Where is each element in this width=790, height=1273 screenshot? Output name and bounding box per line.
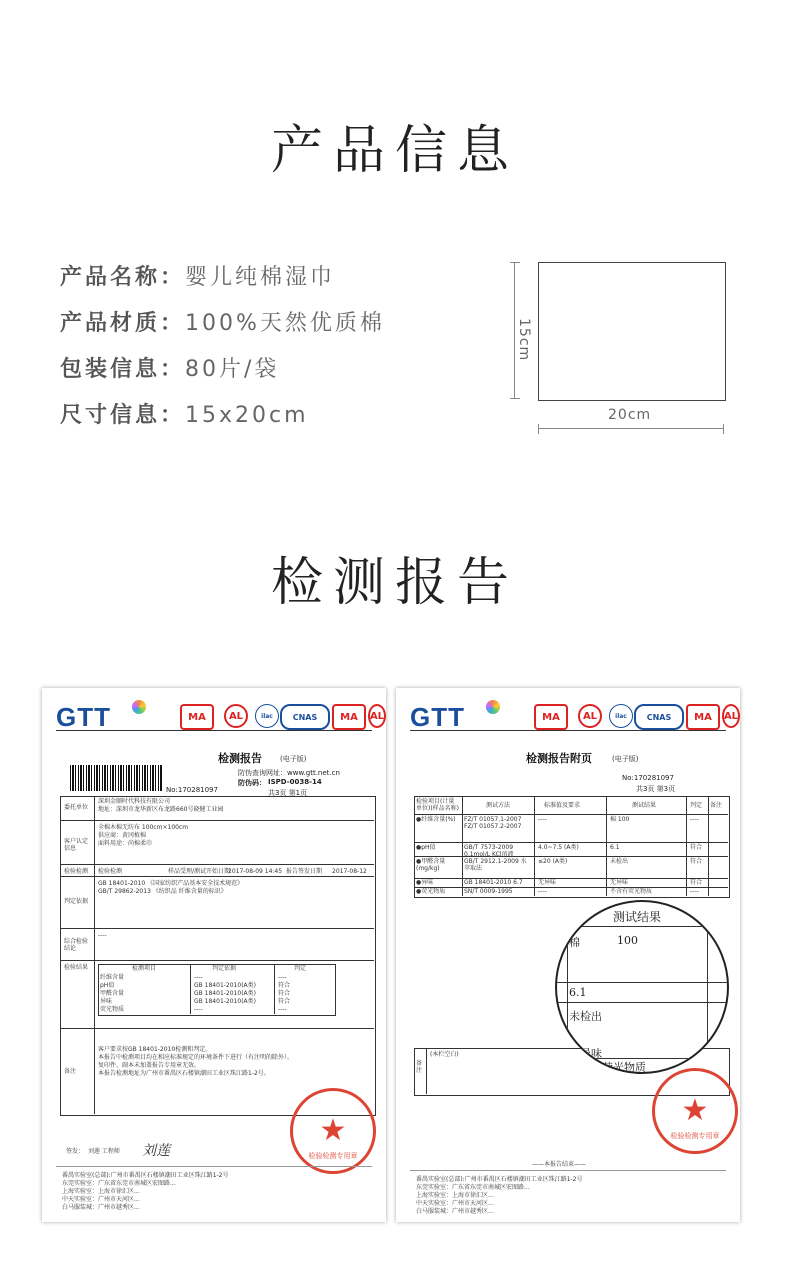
remark-line: 本报告检测地址为广州市番禺区石楼镇潮田工业区珠江路1-2号。	[98, 1070, 270, 1077]
mag-item: 6.1	[569, 986, 587, 999]
table-row-line	[60, 876, 374, 877]
footer-line: 白马服装城：广州市越秀区...	[416, 1208, 494, 1215]
footer-line: 中天实验室：广州市天河区...	[62, 1196, 140, 1203]
appendix-cell: ●荧光物质	[416, 888, 446, 895]
appendix-cell: 棉 100	[610, 816, 630, 823]
info-key: 产品材质：	[60, 311, 186, 336]
results-col-line	[274, 964, 275, 1014]
basis-label: 判定依据	[64, 898, 89, 905]
footer-line: 番禺实验室(总部):广州市番禺区石楼镇潮田工业区珠江路1-2号	[416, 1176, 583, 1183]
sample-date: 2017-08-09 14:45	[228, 868, 283, 875]
info-key: 尺寸信息：	[60, 403, 186, 428]
table-row-line	[414, 887, 728, 888]
results-cell: 符合	[278, 982, 291, 989]
results-header: 判定	[294, 965, 307, 972]
results-header: 判定依据	[212, 965, 237, 972]
cnas-badge-icon: CNAS	[634, 704, 684, 730]
mag-item: 无异味	[569, 1047, 602, 1060]
appendix-cell: 符合	[690, 844, 703, 851]
stamp-text: 检验检测专用章	[670, 1132, 720, 1140]
appendix-cell: ----	[538, 888, 547, 895]
appendix-cell: ●异味	[416, 879, 434, 886]
mag-item: 棉	[569, 936, 580, 949]
footer-rule	[410, 1170, 726, 1171]
appendix-cell: ●pH值	[416, 844, 436, 851]
conclusion-value: ----	[98, 932, 107, 939]
info-value: 婴儿纯棉湿巾	[185, 265, 336, 290]
table-col-line	[462, 796, 463, 896]
client-address: 地址：深圳市龙华新区布龙路660号晓健工业园	[98, 806, 224, 813]
report-subtitle: (电子版)	[280, 755, 307, 763]
table-row-line	[60, 1028, 374, 1029]
mag-item: 未检出	[569, 1010, 602, 1023]
appendix-cell: 无异味	[538, 879, 557, 886]
results-cell: 纤维含量	[100, 974, 125, 981]
cma-badge-2-icon: MA	[686, 704, 720, 730]
appendix-header: 测试方法	[486, 802, 511, 809]
appendix-cell: 符合	[690, 858, 703, 865]
footer-line: 中天实验室：广州市天河区...	[416, 1200, 494, 1207]
info-value: 15x20cm	[185, 403, 309, 428]
size-diagram-box	[538, 262, 726, 401]
appendix-cell: ●纤维含量(%)	[416, 816, 456, 823]
appendix-cell: ----	[538, 816, 547, 823]
table-row-line	[60, 820, 374, 821]
query-url: 防伪查询网址：www.gtt.net.cn	[238, 769, 340, 777]
client-label: 委托单位	[64, 804, 89, 811]
report-number: No:170281097	[622, 774, 674, 782]
appendix-cell: ----	[690, 816, 699, 823]
remark-col-line	[426, 1048, 427, 1094]
sample-type: 检验检测	[98, 868, 123, 875]
barcode-icon	[70, 765, 162, 791]
stamp-star-icon: ★	[681, 1093, 709, 1128]
mag-line	[567, 902, 568, 1072]
ilac-badge-icon: ilac	[609, 704, 633, 728]
basis-line: GB/T 29862-2013 《纺织品 纤维含量的标识》	[98, 888, 227, 895]
results-cell: ----	[194, 974, 203, 981]
footer-line: 番禺实验室(总部):广州市番禺区石楼镇潮田工业区珠江路1-2号	[62, 1172, 229, 1179]
remark-label: 备注	[64, 1068, 77, 1075]
footer-rule	[56, 1166, 372, 1167]
footer-line: 上海实验室：上海市徐汇区...	[62, 1188, 140, 1195]
ilac-badge-icon: ilac	[255, 704, 279, 728]
sign-label: 签发：	[66, 1148, 85, 1155]
appendix-cell: 无异味	[610, 879, 629, 886]
code-label: 防伪码：	[238, 779, 266, 787]
info-row-name	[60, 260, 335, 291]
table-row-line	[414, 878, 728, 879]
customer-line: 面料用途：尚棉柔巾	[98, 840, 153, 847]
results-label: 检验结果	[64, 964, 89, 971]
cal-badge-icon: AL	[224, 704, 248, 728]
appendix-cell: GB/T 2912.1-2009 水萃取法	[464, 858, 527, 873]
gtt-logo-mark-icon	[486, 700, 500, 714]
results-cell: 符合	[278, 990, 291, 997]
product-section-title: 产品信息	[270, 121, 519, 181]
mag-line	[557, 926, 727, 927]
appendix-cell: 符合	[690, 879, 703, 886]
customer-line: 全棉木棉无纺布 100cm×100cm	[98, 824, 189, 831]
report-date: 2017-08-12	[332, 868, 367, 875]
table-row-line	[414, 856, 728, 857]
appendix-cell: ≤20 (A类)	[538, 858, 568, 865]
results-cell: GB 18401-2010(A类)	[194, 982, 256, 989]
appendix-header: 备注	[710, 802, 723, 809]
page-info: 共3页 第3页	[636, 785, 676, 793]
report-title: 检测报告	[218, 752, 262, 765]
sample-label: 检验检测	[64, 868, 89, 875]
mag-item: 100	[617, 934, 638, 947]
appendix-cell: 4.0~7.5 (A类)	[538, 844, 579, 851]
stamp-text: 检验检测专用章	[308, 1152, 358, 1160]
remark-line: 客户要求按GB 18401-2010检测和判定。	[98, 1046, 212, 1053]
appendix-header: 标准值及要求	[544, 802, 581, 809]
appendix-cell: 6.1	[610, 844, 620, 851]
table-col-line	[606, 796, 607, 896]
cal-badge-2-icon: AL	[722, 704, 740, 728]
appendix-cell: ----	[690, 888, 699, 895]
footer-line: 东莞实验室：广东省东莞市南城区宏图路...	[62, 1180, 176, 1187]
gtt-logo: GTT	[410, 702, 465, 732]
appendix-subtitle: (电子版)	[612, 755, 639, 763]
table-row-line	[60, 960, 374, 961]
cma-badge-icon: MA	[180, 704, 214, 730]
client-value: 深圳金顺时代科技有限公司	[98, 798, 171, 805]
report-section-title: 检测报告	[270, 553, 519, 613]
remark-line: 本报告中检测项目均在相应标准规定的环境条件下进行（有注明的除外）。	[98, 1054, 294, 1061]
sample-date-label: 样品受理/测试开始日期	[168, 868, 231, 875]
report-number: No:170281097	[166, 786, 218, 794]
customer-line: 供应商：黄冈植棉	[98, 832, 147, 839]
results-cell: ----	[278, 974, 287, 981]
appendix-cell: 未检出	[610, 858, 629, 865]
width-dimension-label: 20cm	[608, 407, 652, 423]
magnifier-zoom	[555, 900, 729, 1074]
height-dimension-line	[514, 262, 515, 399]
results-col-line	[190, 964, 191, 1014]
mag-line	[557, 982, 727, 983]
mag-line	[557, 1002, 727, 1003]
info-key: 包装信息：	[60, 357, 186, 382]
results-cell: pH值	[100, 982, 115, 989]
table-row-line	[414, 842, 728, 843]
conclusion-label: 综合检验结论	[64, 938, 89, 953]
cal-badge-icon: AL	[578, 704, 602, 728]
mag-line	[707, 902, 708, 1072]
signature: 刘莲	[142, 1143, 170, 1159]
official-stamp	[652, 1068, 738, 1154]
table-row-line	[60, 928, 374, 929]
appendix-cell: GB/T 7573-2009 0.1mol/L KCl溶液	[464, 844, 514, 859]
footer-line: 上海实验室：上海市徐汇区...	[416, 1192, 494, 1199]
appendix-title: 检测报告附页	[526, 752, 592, 765]
appendix-remark-value: (本栏空白)	[430, 1051, 459, 1058]
page-info: 共3页 第1页	[268, 789, 308, 797]
appendix-cell: GB 18401-2010 6.7	[464, 879, 523, 886]
table-col-line	[686, 796, 687, 896]
info-value: 100%天然优质棉	[185, 311, 385, 336]
info-row-package	[60, 352, 279, 383]
appendix-cell: SN/T 0009-1995	[464, 888, 513, 895]
report-end-label: ——本报告结束——	[532, 1161, 587, 1168]
appendix-cell: FZ/T 01057.1-2007 FZ/T 01057.2-2007	[464, 816, 522, 831]
code-value: ISPD-0038-14	[268, 778, 322, 786]
table-row-line	[60, 864, 374, 865]
cal-badge-2-icon: AL	[368, 704, 386, 728]
width-dimension-line	[538, 428, 724, 429]
results-cell: ----	[278, 1006, 287, 1013]
header-rule	[56, 730, 372, 731]
gtt-logo-mark-icon	[132, 700, 146, 714]
table-row-line	[414, 814, 728, 815]
height-dimension-label: 15cm	[516, 318, 532, 362]
appendix-header: 测试结果	[632, 802, 657, 809]
results-cell: 符合	[278, 998, 291, 1005]
cma-badge-2-icon: MA	[332, 704, 366, 730]
results-cell: ----	[194, 1006, 203, 1013]
remark-line: 复印件、副本未加盖报告专用章无效。	[98, 1062, 201, 1069]
cnas-badge-icon: CNAS	[280, 704, 330, 730]
mag-header: 测试结果	[613, 910, 662, 924]
header-rule	[410, 730, 726, 731]
results-cell: 荧光物质	[100, 1006, 125, 1013]
mag-item: 不含有荧光物质	[569, 1061, 646, 1074]
appendix-cell: ●甲醛含量(mg/kg)	[416, 858, 446, 873]
results-cell: 异味	[100, 998, 113, 1005]
results-cell: GB 18401-2010(A类)	[194, 998, 256, 1005]
stamp-star-icon: ★	[319, 1113, 347, 1148]
report-date-label: 报告签发日期	[286, 868, 323, 875]
cma-badge-icon: MA	[534, 704, 568, 730]
results-cell: GB 18401-2010(A类)	[194, 990, 256, 997]
info-value: 80片/袋	[185, 357, 280, 382]
appendix-header: 判定	[690, 802, 703, 809]
appendix-cell: 不含有荧光物质	[610, 888, 653, 895]
footer-line: 白马服装城：广州市越秀区...	[62, 1204, 140, 1211]
basis-line: GB 18401-2010 《国家纺织产品基本安全技术规范》	[98, 880, 244, 887]
appendix-header: 检验项目(计量单位)(样品名称)	[416, 798, 460, 813]
customer-label: 客户认定信息	[64, 838, 89, 853]
official-stamp	[290, 1088, 376, 1174]
info-key: 产品名称：	[60, 265, 186, 290]
info-row-material	[60, 306, 385, 337]
table-col-line	[534, 796, 535, 896]
results-header: 检测项目	[132, 965, 157, 972]
appendix-remark-label: 备注	[416, 1060, 423, 1075]
results-cell: 甲醛含量	[100, 990, 125, 997]
table-col-line	[708, 796, 709, 896]
sign-name: 刘莲 工程师	[88, 1148, 120, 1155]
gtt-logo: GTT	[56, 702, 111, 732]
info-row-size	[60, 398, 309, 429]
footer-line: 东莞实验室：广东省东莞市南城区宏图路...	[416, 1184, 530, 1191]
table-col-line	[94, 796, 95, 1114]
